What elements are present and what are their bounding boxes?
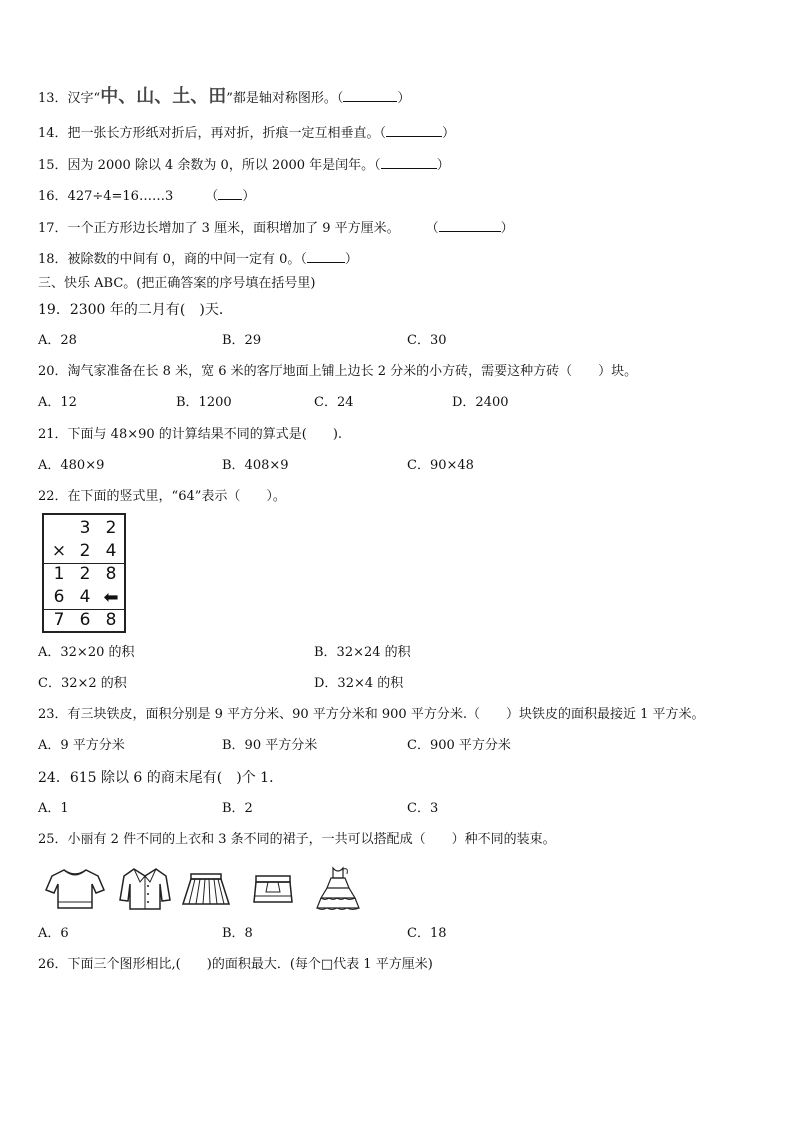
question-14: [38, 124, 455, 142]
q25-option-a[interactable]: A．6: [38, 926, 69, 941]
answer-blank-14[interactable]: [386, 124, 442, 137]
q16-paren: （: [205, 189, 219, 204]
q14-close: ）: [442, 126, 456, 141]
shirt-2-icon: [118, 866, 172, 912]
q21-option-b[interactable]: B．408×9: [222, 458, 289, 473]
calc-cell: 1: [53, 564, 65, 584]
q20-option-a[interactable]: A．12: [38, 395, 77, 410]
question-19: 19．2300 年的二月有( )天．: [38, 302, 233, 318]
calc-row-1: [44, 517, 124, 540]
calc-cell: 4: [105, 541, 117, 561]
q20-option-b[interactable]: B．1200: [176, 395, 232, 410]
shirt-1-icon: [44, 866, 106, 912]
answer-blank-18[interactable]: [307, 250, 345, 263]
q13-sep-2: 、: [154, 86, 173, 107]
q19-option-c[interactable]: C．30: [407, 333, 447, 348]
q19-option-a[interactable]: A．28: [38, 333, 77, 348]
q13-sep-1: 、: [118, 86, 137, 107]
calc-row-4: [44, 586, 124, 609]
q24-option-b[interactable]: B．2: [222, 801, 253, 816]
q17-text: 17．一个正方形边长增加了 3 厘米，面积增加了 9 平方厘米。: [38, 221, 400, 236]
question-21: 21．下面与 48×90 的计算结果不同的算式是( ).: [38, 427, 343, 442]
skirt-1-icon: [181, 866, 231, 912]
q20-option-d[interactable]: D．2400: [452, 395, 509, 410]
q13-char-4: 田: [208, 86, 227, 107]
calc-cell: 2: [79, 541, 91, 561]
q16-text: 16．427÷4=16……3: [38, 189, 174, 204]
question-22: 22．在下面的竖式里，“64”表示（ ）。: [38, 489, 286, 504]
question-25: 25．小丽有 2 件不同的上衣和 3 条不同的裙子，一共可以搭配成（ ）种不同的装束。: [38, 832, 556, 847]
skirt-2-icon: [250, 866, 296, 912]
calc-row-3: [44, 563, 124, 586]
calc-cell: 7: [53, 610, 65, 630]
q13-close: ）: [397, 91, 411, 106]
q13-char-2: 山: [136, 86, 155, 107]
calc-cell: 6: [53, 587, 65, 607]
q18-close: ）: [344, 252, 358, 267]
question-20: 20．淘气家准备在长 8 米，宽 6 米的客厅地面上铺上边长 2 分米的小方砖，需要这种方砖（ ）块。: [38, 364, 638, 379]
answer-blank-16[interactable]: [218, 187, 242, 200]
q17-paren: （: [425, 221, 439, 236]
q20-option-c[interactable]: C．24: [314, 395, 354, 410]
section-heading: 三、快乐 ABC。(把正确答案的序号填在括号里): [38, 276, 316, 291]
q22-option-b[interactable]: B．32×24 的积: [314, 645, 411, 660]
q24-option-c[interactable]: C．3: [407, 801, 439, 816]
q23-option-a[interactable]: A．9 平方分米: [38, 738, 125, 753]
q13-char-1: 中: [100, 86, 119, 107]
q13-prefix: 13．汉字“: [38, 91, 101, 106]
q17-close: ）: [500, 221, 514, 236]
calc-row-5: [44, 609, 124, 632]
q21-option-a[interactable]: A．480×9: [38, 458, 105, 473]
q14-text: 14．把一张长方形纸对折后，再对折，折痕一定互相垂直。（: [38, 126, 387, 141]
question-17: [38, 219, 514, 237]
calc-cell: 6: [79, 610, 91, 630]
times-sign: ×: [51, 541, 67, 561]
q23-option-b[interactable]: B．90 平方分米: [222, 738, 318, 753]
question-15: [38, 156, 450, 174]
q15-close: ）: [436, 158, 450, 173]
q22-option-a[interactable]: A．32×20 的积: [38, 645, 135, 660]
answer-blank-13[interactable]: [343, 89, 397, 102]
vertical-multiplication: [42, 513, 126, 633]
answer-blank-15[interactable]: [381, 156, 437, 169]
question-16: [38, 187, 255, 205]
q24-option-a[interactable]: A．1: [38, 801, 69, 816]
calc-cell: 3: [79, 518, 91, 538]
skirt-3-icon: [313, 866, 363, 912]
q15-text: 15．因为 2000 除以 4 余数为 0，所以 2000 年是闰年。（: [38, 158, 381, 173]
q21-option-c[interactable]: C．90×48: [407, 458, 474, 473]
q22-option-c[interactable]: C．32×2 的积: [38, 676, 127, 691]
question-13: [38, 86, 411, 107]
q25-option-b[interactable]: B．8: [222, 926, 253, 941]
q13-sep-3: 、: [190, 86, 209, 107]
question-26: 26．下面三个图形相比,( )的面积最大．(每个□代表 1 平方厘米): [38, 957, 433, 972]
q19-option-b[interactable]: B．29: [222, 333, 262, 348]
calc-cell: 2: [105, 518, 117, 538]
calc-cell: 8: [105, 564, 117, 584]
q25-option-c[interactable]: C．18: [407, 926, 447, 941]
q18-text: 18．被除数的中间有 0，商的中间一定有 0。（: [38, 252, 307, 267]
calc-cell: 2: [79, 564, 91, 584]
q13-text: ”都是轴对称图形。（: [226, 91, 344, 106]
calc-row-2: [44, 540, 124, 563]
question-24: 24．615 除以 6 的商末尾有( )个 1．: [38, 770, 284, 786]
calc-cell: 4: [79, 587, 91, 607]
left-arrow-icon: ⬅: [103, 587, 119, 608]
question-18: [38, 250, 358, 268]
q13-char-3: 土: [172, 86, 191, 107]
question-23: 23．有三块铁皮，面积分别是 9 平方分米、90 平方分米和 900 平方分米.（ ）块铁皮的面积最接近 1 平方米。: [38, 707, 705, 722]
q16-close: ）: [242, 189, 256, 204]
q23-option-c[interactable]: C．900 平方分米: [407, 738, 511, 753]
answer-blank-17[interactable]: [439, 219, 501, 232]
q22-option-d[interactable]: D．32×4 的积: [314, 676, 404, 691]
calc-cell: 8: [105, 610, 117, 630]
